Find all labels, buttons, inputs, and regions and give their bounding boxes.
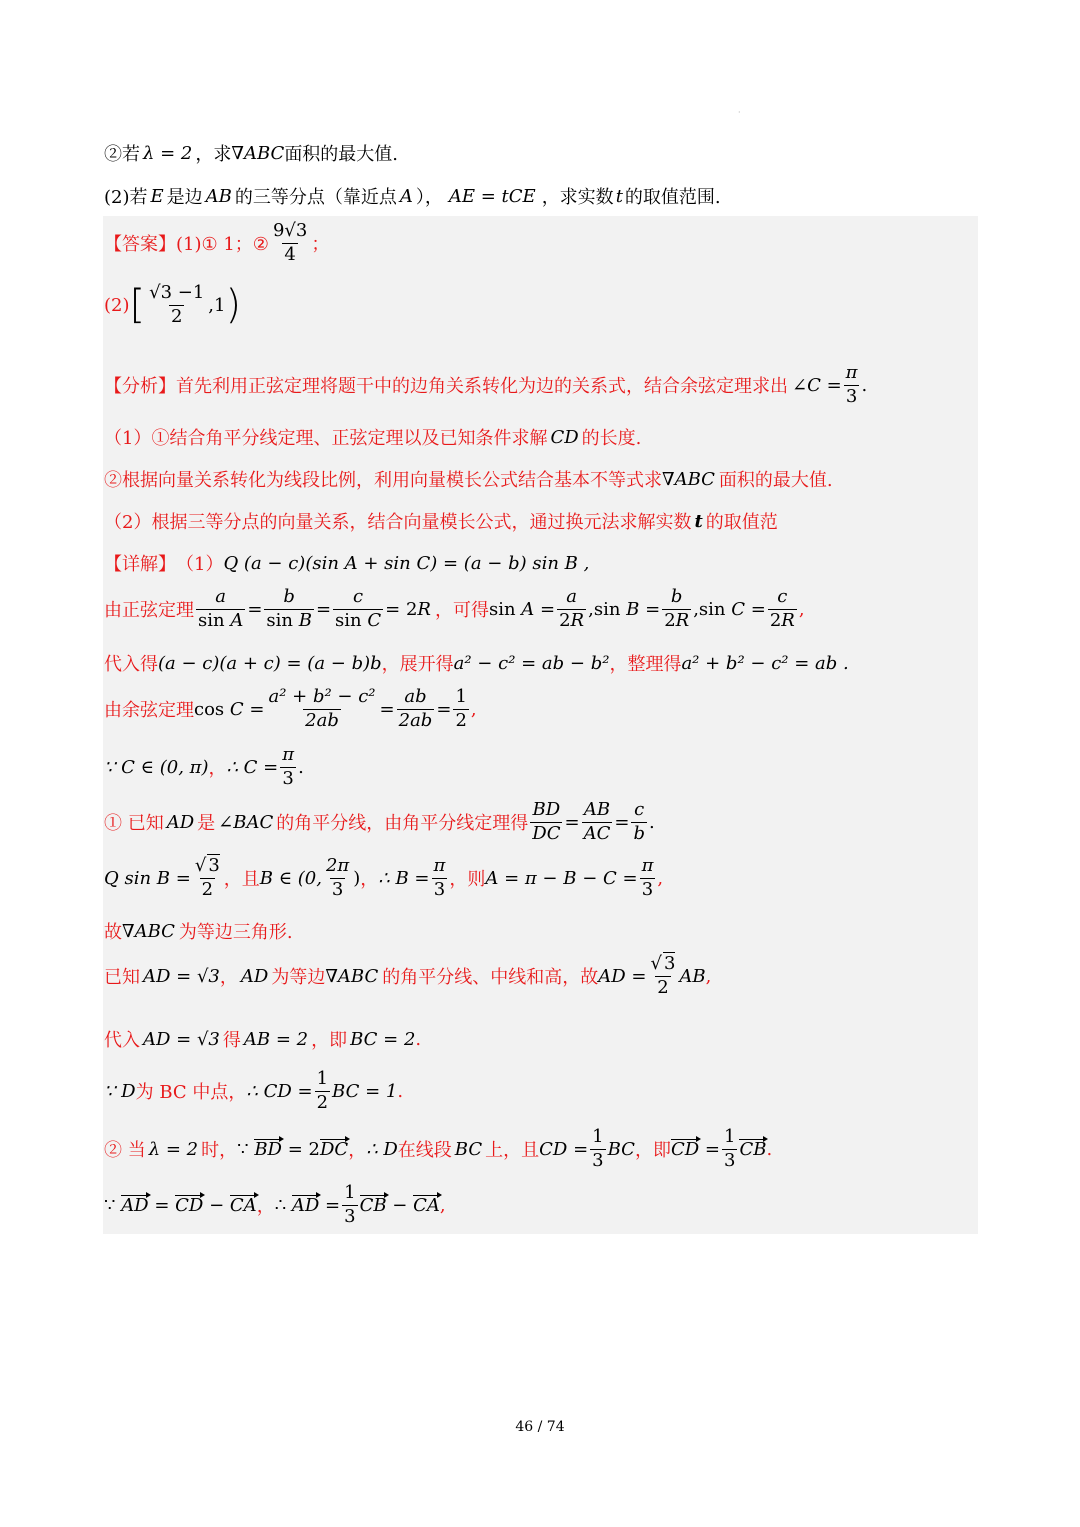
page-number: 46 / 74 [515, 1419, 565, 1435]
part-2-question: (2)若 E 是边 AB 的三等分点（靠近点 A ）， AE = tCE ，求实数 t 的取值范围. [104, 185, 721, 208]
detail-line-1: 【详解】 （1） Q (a − c)(sin A + sin C) = (a − b) sin B , [104, 552, 590, 575]
answer-fraction: $\frac{9√3}{4}$ [272, 220, 308, 265]
scan-dot: · [738, 108, 741, 117]
analysis-line: 【分析】 首先利用正弦定理将题干中的边角关系转化为边的关系式，结合余弦定理求出 ∠C = $\frac{\pi}{3}$ . [104, 362, 868, 407]
detail-line-10: 代入 AD = √3 得 AB = 2 ，即 BC = 2 . [104, 1028, 422, 1051]
answer-interval-fraction: $\frac{√3 -1}{2}$ [149, 282, 205, 327]
analysis-step-3: （2）根据三等分点的向量关系，结合向量模长公式，通过换元法求解实数 t 的取值范 [104, 510, 778, 533]
detail-line-11: ∵ D 为 BC 中点， ∴ CD = $\frac{1}{2}$ BC = 1 . [104, 1068, 404, 1113]
detail-line-12: ② 当 λ = 2 时， ∵ BD = 2DC ， ∴ D 在线段 BC 上，且 CD = $\frac{1}{3}$ BC ，即 CD = $\frac{1}{3}$ CB . [104, 1126, 773, 1171]
detail-line-13: ∵ AD = CD − CA ， ∴ AD = $\frac{1}{3}$ CB − CA , [104, 1182, 446, 1227]
detail-line-6: ① 已知 AD 是 ∠BAC 的角平分线，由角平分线定理得 $\frac{BD}{DC}$ = $\frac{AB}{AC}$ = $\frac{c}{b}$ . [104, 799, 655, 844]
answer-line-2: (2) [ $\frac{√3 -1}{2}$ ,1 ) [104, 282, 242, 329]
detail-line-5: ∵ C ∈ (0, π) ， ∴ C = $\frac{\pi}{3}$ . [104, 744, 304, 789]
detail-line-8: 故 ∇ ABC 为等边三角形. [104, 920, 293, 943]
detail-line-9: 已知 AD = √3 ， AD 为等边 ∇ ABC 的角平分线、中线和高，故 AD = $\frac{√ 3}{2}$ AB , [104, 953, 712, 998]
analysis-step-1: （1）①结合角平分线定理、正弦定理以及已知条件求解 CD 的长度. [104, 426, 642, 449]
answer-line-1: 【答案】 (1)① 1；② $\frac{9√3}{4}$ ； [104, 220, 330, 265]
detail-line-2: 由正弦定理 $\frac{a}{\text{sin A}}$ = $\frac{b}{\text{sin B}}$ = $\frac{c}{\text{sin C}}$ = 2R ，可得 sin A = $\frac{a}{2R}$ ,sin B = $\frac{b}{2R}$ ,sin C = $\frac{c}{2R}$ , [104, 586, 805, 631]
detail-line-7: Q sin B = $\frac{√ 3}{2}$ ，且 B ∈ (0, $\frac{2\pi}{3}$ ) ， ∴ B = $\frac{\pi}{3}$ ，则 A = π − B − C = $\frac{\pi}{3}$ , [104, 855, 664, 900]
detail-line-4: 由余弦定理 cos C = $\frac{\text{a² + b² − c²}}{2ab}$ = $\frac{ab}{2ab}$ = $\frac{1}{2}$ , [104, 686, 477, 731]
detail-line-3: 代入得 (a − c)(a + c) = (a − b)b ，展开得 a² − c² = ab − b² ，整理得 a² + b² − c² = ab . [104, 652, 849, 675]
question-2-line: ②若 λ = 2 ，求 ∇ ABC 面积的最大值. [104, 142, 399, 165]
analysis-step-2: ②根据向量关系转化为线段比例，利用向量模长公式结合基本不等式求 ∇ ABC 面积的最大值. [104, 468, 833, 491]
